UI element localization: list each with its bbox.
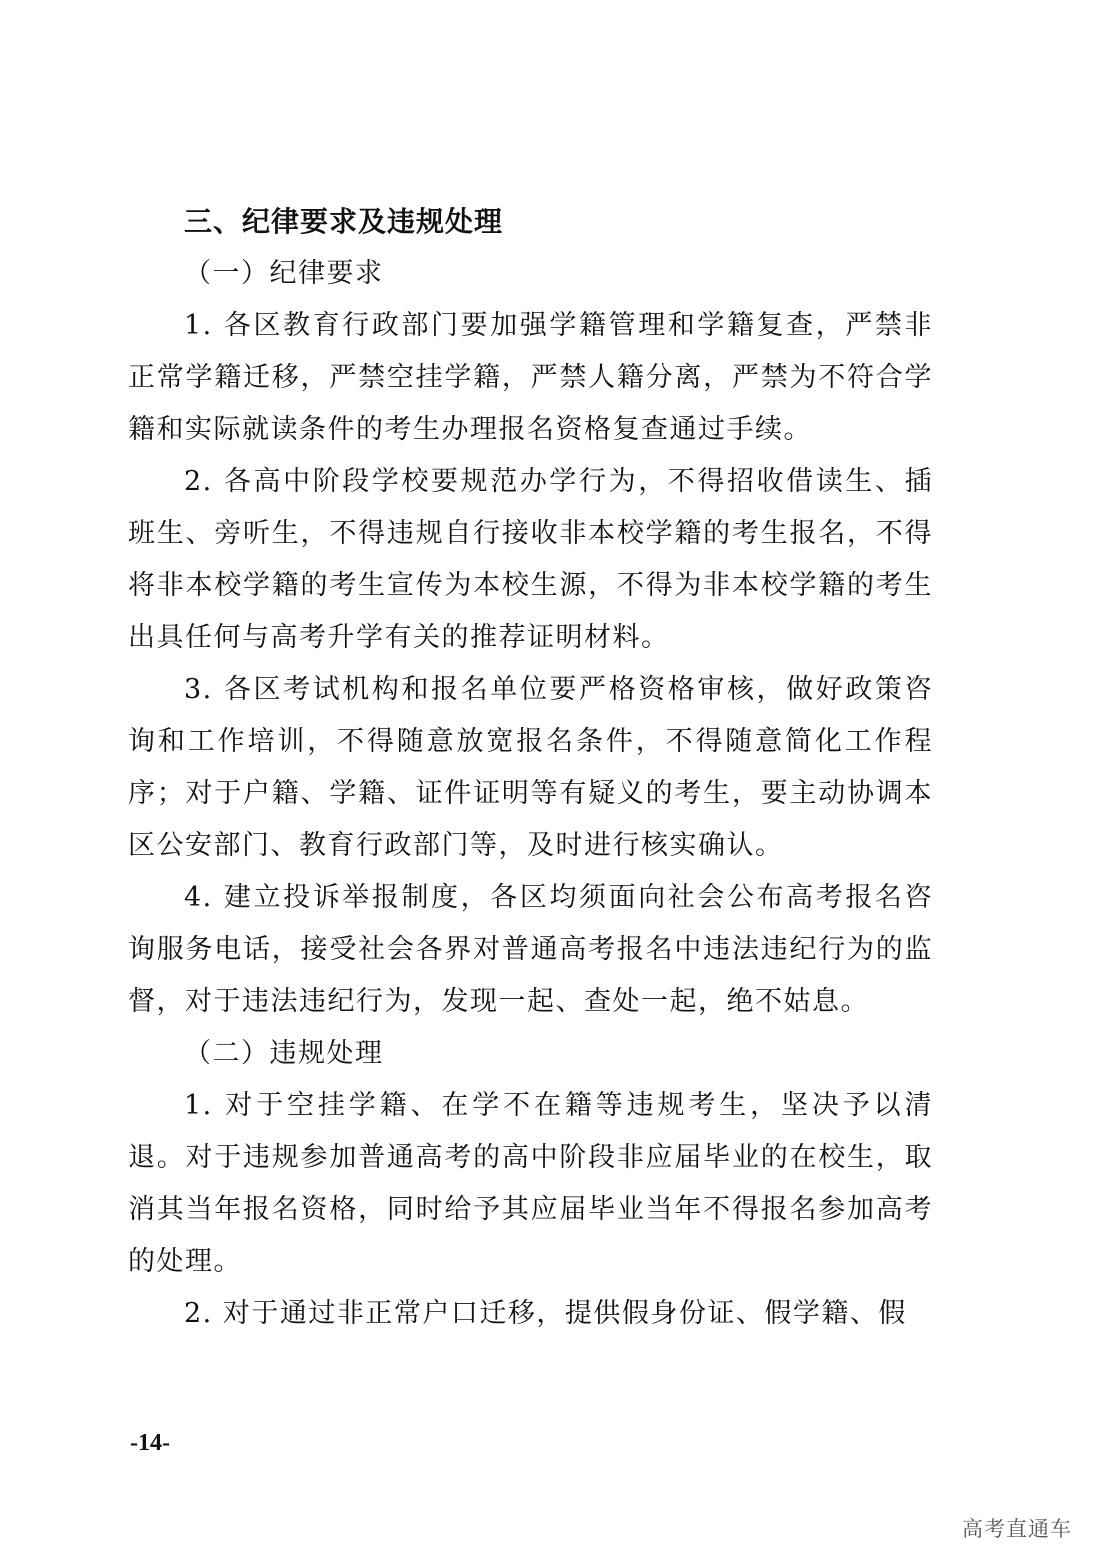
subsection-heading-discipline: （一）纪律要求: [184, 258, 384, 289]
discipline-item-1: 1. 各区教育行政部门要加强学籍管理和学籍复查，严禁非正常学籍迁移，严禁空挂学籍，严禁人籍分离，严禁为不符合学籍和实际就读条件的考生办理报名资格复查通过手续。: [128, 310, 933, 445]
discipline-item-3: 3. 各区考试机构和报名单位要严格资格审核，做好政策咨询和工作培训，不得随意放宽报名条件，不得随意简化工作程序；对于户籍、学籍、证件证明等有疑义的考生，要主动协调本区公安部门、教育行政部门等，及时进行核实确认。: [128, 674, 933, 861]
document-body: [128, 196, 933, 1340]
page-number: -14-: [130, 1430, 170, 1456]
watermark-text: 高考直通车: [962, 1517, 1072, 1541]
violation-item-1: 1. 对于空挂学籍、在学不在籍等违规考生，坚决予以清退。对于违规参加普通高考的高中阶段非应届毕业的在校生，取消其当年报名资格，同时给予其应届毕业当年不得报名参加高考的处理。: [128, 1090, 933, 1277]
section-title: 三、纪律要求及违规处理: [184, 205, 504, 238]
subsection-heading-violation: （二）违规处理: [184, 1038, 384, 1069]
discipline-item-2: 2. 各高中阶段学校要规范办学行为，不得招收借读生、插班生、旁听生，不得违规自行接收非本校学籍的考生报名，不得将非本校学籍的考生宣传为本校生源，不得为非本校学籍的考生出具任何与高考升学有关的推荐证明材料。: [128, 466, 933, 653]
discipline-item-4: 4. 建立投诉举报制度，各区均须面向社会公布高考报名咨询服务电话，接受社会各界对普通高考报名中违法违纪行为的监督，对于违法违纪行为，发现一起、查处一起，绝不姑息。: [128, 882, 933, 1017]
violation-item-2: 2. 对于通过非正常户口迁移，提供假身份证、假学籍、假: [184, 1298, 907, 1329]
